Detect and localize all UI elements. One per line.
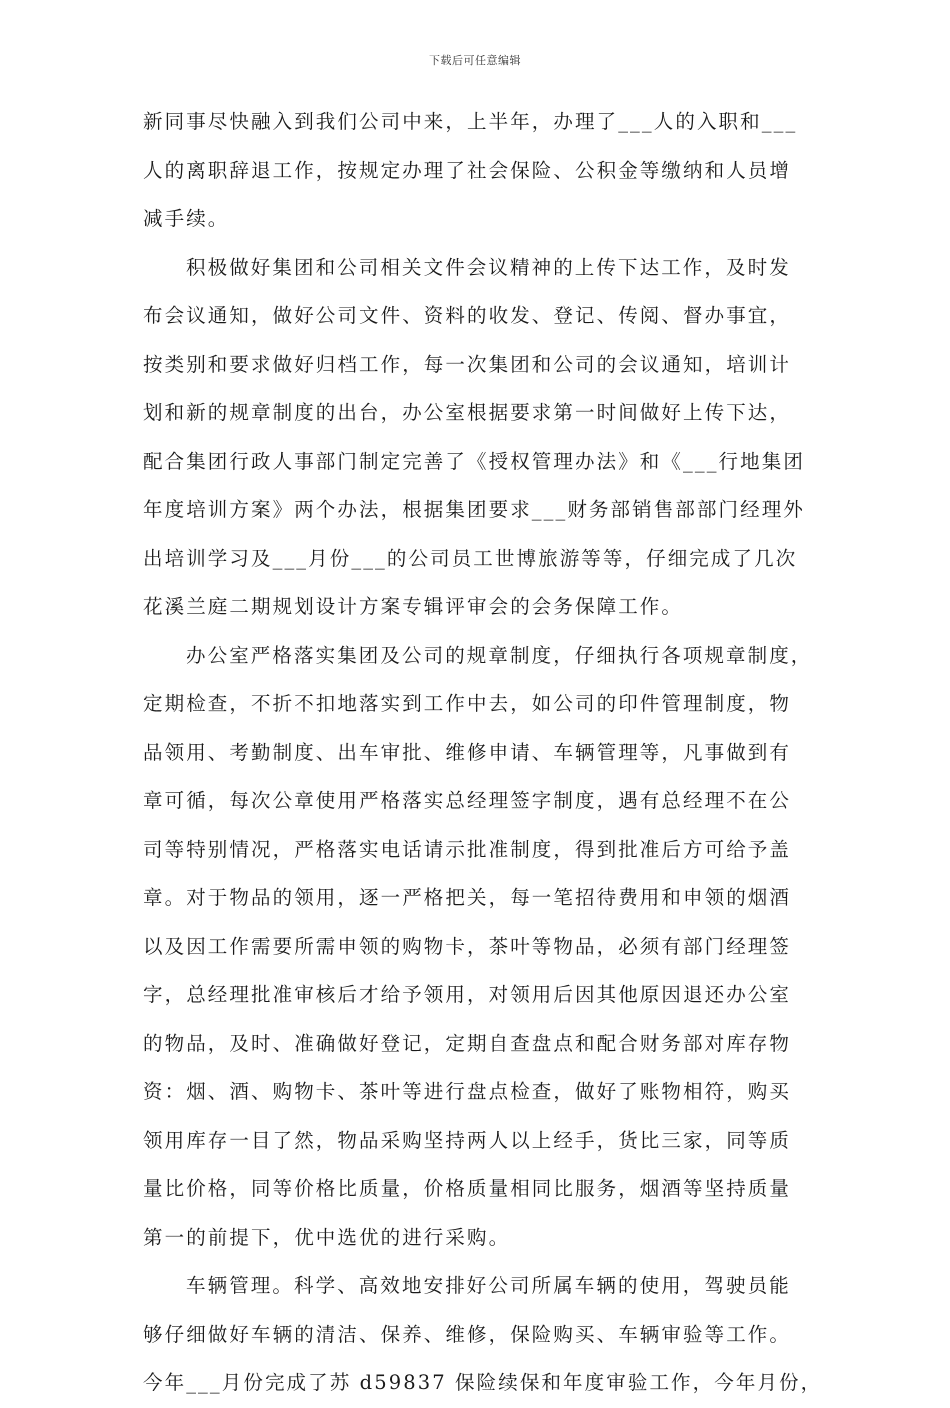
text-line: 减手续。 (143, 207, 230, 230)
text-line: 资：烟、酒、购物卡、茶叶等进行盘点检查，做好了账物相符，购买 (143, 1080, 792, 1103)
text-line: 花溪兰庭二期规划设计方案专辑评审会的会务保障工作。 (143, 595, 684, 618)
text-line: 出培训学习及___月份___的公司员工世博旅游等等，仔细完成了几次 (143, 546, 798, 570)
text-line: 章可循，每次公章使用严格落实总经理签字制度，遇有总经理不在公 (143, 789, 792, 812)
text-line: 年度培训方案》两个办法，根据集团要求___财务部销售部部门经理外 (143, 498, 805, 521)
text-line: 章。对于物品的领用，逐一严格把关，每一笔招待费用和申领的烟酒 (143, 886, 792, 909)
text-line: 量比价格，同等价格比质量，价格质量相同比服务，烟酒等坚持质量 (143, 1177, 792, 1200)
text-line: 新同事尽快融入到我们公司中来，上半年，办理了___人的入职和___ (143, 110, 798, 133)
text-line: 以及因工作需要所需申领的购物卡，茶叶等物品，必须有部门经理签 (143, 934, 792, 958)
text-line: 配合集团行政人事部门制定完善了《授权管理办法》和《___行地集团 (143, 449, 805, 473)
text-line: 按类别和要求做好归档工作，每一次集团和公司的会议通知，培训计 (143, 352, 792, 376)
text-line: 够仔细做好车辆的清洁、保养、维修，保险购买、车辆审验等工作。 (143, 1322, 792, 1346)
paragraph-first-line: 办公室严格落实集团及公司的规章制度，仔细执行各项规章制度， (186, 643, 813, 667)
text-line: 的物品，及时、准确做好登记，定期自查盘点和配合财务部对库存物 (143, 1031, 792, 1055)
text-line: 品领用、考勤制度、出车审批、维修申请、车辆管理等，凡事做到有 (143, 740, 792, 764)
text-line: 划和新的规章制度的出台，办公室根据要求第一时间做好上传下达， (143, 401, 792, 424)
text-line: 领用库存一目了然，物品采购坚持两人以上经手，货比三家，同等质 (143, 1128, 792, 1152)
text-line: 字，总经理批准审核后才给予领用，对领用后因其他原因退还办公室 (143, 983, 792, 1006)
text-line: 今年___月份完成了苏 d59837 保险续保和年度审验工作，今年月份， (143, 1371, 823, 1394)
text-line: 定期检查，不折不扣地落实到工作中去，如公司的印件管理制度，物 (143, 692, 792, 715)
text-line: 人的离职辞退工作，按规定办理了社会保险、公积金等缴纳和人员增 (143, 158, 792, 182)
document-body (143, 98, 823, 1408)
text-line: 布会议通知，做好公司文件、资料的收发、登记、传阅、督办事宜， (143, 304, 792, 327)
text-line: 司等特别情况，严格落实电话请示批准制度，得到批准后方可给予盖 (143, 837, 792, 861)
paragraph-first-line: 积极做好集团和公司相关文件会议精神的上传下达工作，及时发 (186, 255, 791, 279)
text-line: 第一的前提下，优中选优的进行采购。 (143, 1225, 511, 1249)
page-header: 下载后可任意编辑 (429, 54, 521, 67)
paragraph-first-line: 车辆管理。科学、高效地安排好公司所属车辆的使用，驾驶员能 (186, 1274, 791, 1297)
